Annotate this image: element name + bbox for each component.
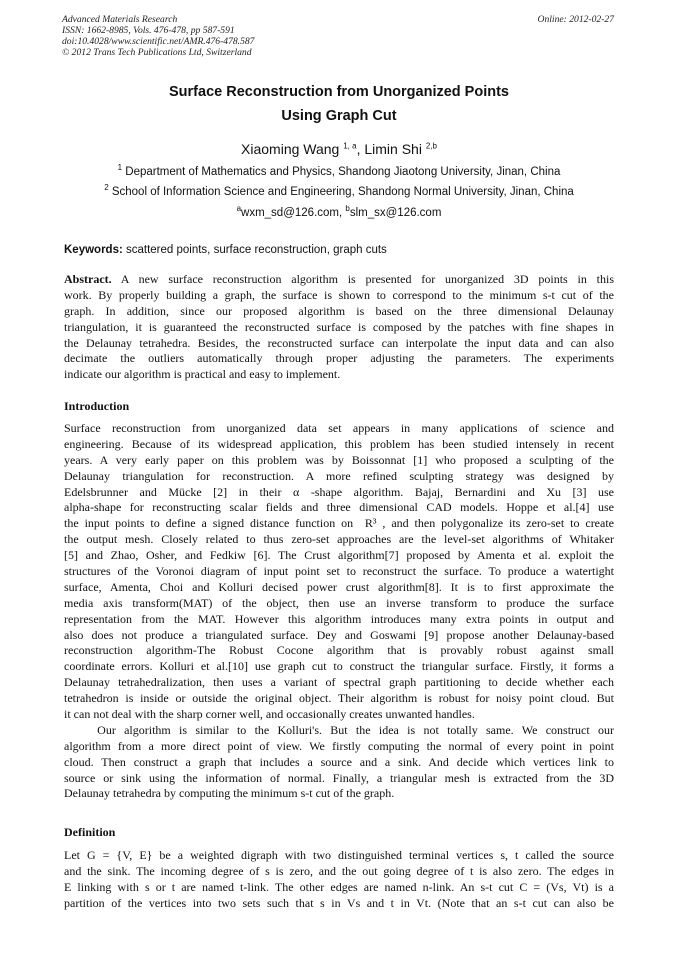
affiliation-2 — [0, 183, 678, 198]
abstract — [64, 272, 614, 383]
affiliation-2-sup: 2 — [104, 183, 109, 193]
keywords — [64, 244, 387, 256]
keywords-text: scattered points, surface reconstruction, graph cuts — [122, 244, 387, 256]
paragraph-line: Delaunay triangulation for reconstruction. A more refined sculpting strategy was designed by — [64, 468, 614, 483]
copyright-line: © 2012 Trans Tech Publications Ltd, Switzerland — [62, 47, 252, 58]
paper-title-line-2: Using Graph Cut — [281, 108, 397, 124]
journal-name: Advanced Materials Research — [62, 14, 178, 25]
paragraph-line: surface, Amenta, Choi and Kolluri decised power crust algorithm[8]. It is to first approximate the — [64, 579, 614, 594]
paragraph-line: source or sink using the information of normal. Finally, a triangular mesh is extracted from the 3D — [64, 770, 614, 785]
definition-heading: Definition — [64, 825, 116, 839]
paragraph-line: cloud. Then construct a graph that includes a source and a sink. And decide which vertices link to — [64, 754, 614, 769]
affiliation-1-text: Department of Mathematics and Physics, Shandong Jiaotong University, Jinan, China — [122, 166, 561, 178]
paragraph-line: Our algorithm is similar to the Kolluri's. But the idea is not totally same. We construct our — [64, 722, 614, 737]
author-list — [0, 141, 678, 157]
abstract-line: the Delaunay tetrahedra. Besides, the reconstructed surface can interpolate the input data and can also — [64, 335, 614, 350]
paragraph-line: algorithm from a more direct point of view. We firstly computing the normal of every point in point — [64, 738, 614, 753]
paragraph-line: partition of the vertices into two sets such that s in Vs and t in Vt. (Note that an s-t cut can also be — [64, 895, 614, 910]
issn-line: ISSN: 1662-8985, Vols. 476-478, pp 587-591 — [62, 25, 235, 36]
abstract-line: indicate our algorithm is practical and easy to implement. — [64, 367, 341, 382]
paragraph-line: alpha-shape for reconstructing scalar fields and three dimensional CAD models. Hoppe et al.[4] use — [64, 500, 614, 515]
email-a[interactable]: wxm_sd@126.com, — [241, 207, 346, 219]
definition-body — [64, 848, 614, 912]
author-separator: , — [356, 141, 365, 157]
abstract-line: triangulation, it is guaranteed the reconstructed surface is composed by the patches with fine shapes in — [64, 319, 614, 334]
paragraph-line: Surface reconstruction from unorganized data set appears in many applications of science and — [64, 421, 614, 435]
introduction-body — [64, 421, 614, 802]
paragraph-line: engineering. Because of its widespread application, this problem has been studied intensely in recent — [64, 436, 614, 451]
author-2-name: Limin Shi — [364, 141, 426, 157]
author-1-name: Xiaoming Wang — [241, 141, 344, 157]
abstract-line: decimate the outliers automatically through proper adjusting the parameters. The experiments — [64, 351, 614, 366]
paragraph-line: Let G = {V, E} be a weighted digraph with two distinguished terminal vertices s, t called the source — [64, 848, 614, 862]
email-a-sup: a — [236, 204, 242, 214]
paragraph-line: years. A very early paper on this problem was by Boissonnat [1] who proposed a sculpting of the — [64, 452, 614, 467]
author-1-sup: 1, a — [343, 141, 357, 151]
online-date: Online: 2012-02-27 — [537, 14, 614, 25]
keywords-label: Keywords: — [64, 244, 123, 256]
author-2-sup: 2,b — [425, 141, 437, 151]
doi-line: doi:10.4028/www.scientific.net/AMR.476-478.587 — [62, 36, 255, 47]
paragraph-line: [5] and Zhao, Osher, and Fedkiw [6]. The Crust algorithm[7] proposed by Amenta et al. exploit the — [64, 548, 614, 563]
paragraph-line: Edelsbrunner and Mücke [2] in their α -shape algorithm. Bajaj, Bernardini and Xu [3] use — [64, 484, 614, 499]
email-b[interactable]: slm_sx@126.com — [349, 207, 442, 219]
abstract-label: Abstract. — [64, 272, 112, 286]
paper-title-line-1: Surface Reconstruction from Unorganized Points — [169, 84, 509, 100]
paragraph-line: E linking with s or t are named t-link. The other edges are named n-link. An s-t cut C = (Vs, Vt) is a — [64, 879, 614, 894]
paragraph-line: it can not deal with the sharp corner well, and occasionally creates unwanted handles. — [64, 707, 475, 722]
paragraph-line: structures of the Voronoi diagram of input point set to reconstruct the surface. To produce a watertight — [64, 564, 614, 579]
introduction-heading: Introduction — [64, 399, 130, 413]
abstract-line: Abstract. A new surface reconstruction algorithm is presented for unorganized 3D points in this — [64, 272, 614, 286]
email-b-sup: b — [345, 204, 350, 214]
paragraph-line: media axis transform(MAT) of the object, then use an inverse transform to produce the surface — [64, 595, 614, 610]
paragraph-line: representation from the MAT. However this algorithm introduces many extra points in output and — [64, 611, 614, 626]
journal-header — [62, 14, 254, 58]
abstract-line: work. By properly building a graph, the surface is shown to correspond to the minimum s-t cut of the — [64, 287, 614, 302]
abstract-line: graph. In addition, since our proposed algorithm is based on the three dimensional Delaunay — [64, 303, 614, 318]
affiliation-1 — [0, 163, 678, 178]
affiliation-2-text: School of Information Science and Engineering, Shandong Normal University, Jinan, China — [108, 186, 574, 198]
affiliation-1-sup: 1 — [117, 163, 123, 173]
paragraph-line: also does not produce a triangulated surface. Dey and Goswami [9] propose another Delaunay-based — [64, 627, 614, 642]
paragraph-line: Delaunay tetrahedra by computing the minimum s-t cut of the graph. — [64, 786, 395, 801]
paragraph-line: tetrahedron is inside or outside the original object. Their algorithm is robust for noisy point cloud. But — [64, 691, 614, 706]
paragraph-line: and the sink. The incoming degree of s is zero, and the out going degree of t is also zero. The edges in — [64, 863, 614, 878]
paragraph-line: Delaunay tetrahedralization, then uses a variant of spectral graph partitioning to decide whether each — [64, 675, 614, 690]
paragraph-line: coordinate errors. Kolluri et al.[10] use graph cut to construct the triangular surface. Firstly, it forms a — [64, 659, 614, 674]
paragraph-line: the input points to define a signed distance function on R³ , and then polygonalize its zero-set to create — [64, 516, 614, 531]
email-line — [0, 204, 678, 219]
paragraph-line: the output mesh. Closely related to thus zero-set approaches are the level-set algorithms of Whitaker — [64, 532, 614, 547]
paragraph-line: reconstruction algorithm-The Robust Cocone algorithm that is provably robust against small — [64, 643, 614, 658]
